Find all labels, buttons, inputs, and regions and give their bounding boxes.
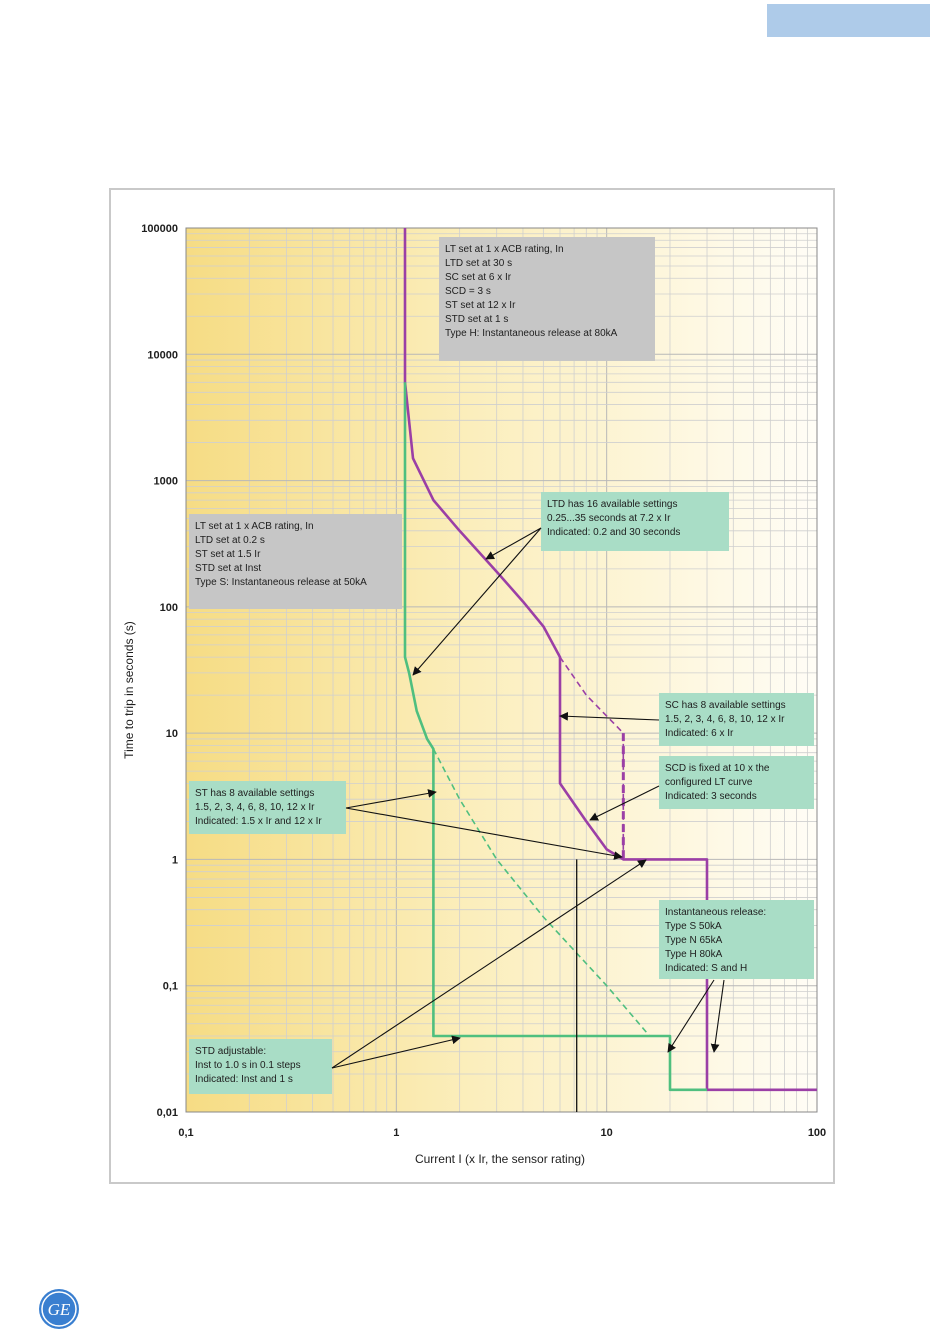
annotation-line: Indicated: 1.5 x Ir and 12 x Ir xyxy=(195,816,322,827)
y-tick-label: 100000 xyxy=(141,223,178,235)
annotation-line: LTD has 16 available settings xyxy=(547,499,678,510)
annotation-line: Type N 65kA xyxy=(665,935,723,946)
ge-logo xyxy=(38,1288,80,1330)
annotation-line: Type H 80kA xyxy=(665,949,723,960)
x-tick-label: 100 xyxy=(807,1127,827,1139)
annotation-line: STD adjustable: xyxy=(195,1046,267,1057)
annotation-line: Type H: Instantaneous release at 80kA xyxy=(445,328,618,339)
annotation-line: Indicated: 0.2 and 30 seconds xyxy=(547,527,681,538)
y-tick-label: 1 xyxy=(171,854,178,867)
annotation-line: LT set at 1 x ACB rating, In xyxy=(195,521,314,532)
y-tick-label: 10000 xyxy=(147,349,178,362)
annotation-box-1 xyxy=(189,514,402,609)
annotation-line: Indicated: S and H xyxy=(665,963,748,974)
annotation-line: 1.5, 2, 3, 4, 6, 8, 10, 12 x Ir xyxy=(665,714,785,725)
y-tick-label: 0,1 xyxy=(162,980,178,993)
annotation-line: SC has 8 available settings xyxy=(665,700,786,711)
annotation-line: SCD is fixed at 10 x the xyxy=(665,763,770,774)
annotation-line: STD set at Inst xyxy=(195,563,262,574)
annotation-box-6 xyxy=(659,900,814,979)
annotation-line: 0.25...35 seconds at 7.2 x Ir xyxy=(547,513,671,524)
x-tick-label: 1 xyxy=(393,1127,400,1139)
annotation-box-7 xyxy=(189,1039,332,1094)
annotation-line: Instantaneous release: xyxy=(665,907,767,918)
annotation-line: LTD set at 30 s xyxy=(445,258,513,269)
annotation-box-0 xyxy=(439,237,655,361)
annotation-line: Indicated: 6 x Ir xyxy=(665,728,734,739)
annotation-box-3 xyxy=(659,693,814,746)
annotation-line: LT set at 1 x ACB rating, In xyxy=(445,244,564,255)
x-tick-label: 0,1 xyxy=(178,1127,194,1139)
annotation-line: 1.5, 2, 3, 4, 6, 8, 10, 12 x Ir xyxy=(195,802,315,813)
ge-logo-text: GE xyxy=(47,1300,71,1319)
annotation-line: ST set at 12 x Ir xyxy=(445,300,516,311)
annotation-line: Indicated: Inst and 1 s xyxy=(195,1074,293,1085)
annotation-line: SC set at 6 x Ir xyxy=(445,272,512,283)
annotation-line: Inst to 1.0 s in 0.1 steps xyxy=(195,1060,301,1071)
annotation-box-5 xyxy=(189,781,346,834)
y-tick-label: 10 xyxy=(165,728,178,741)
annotation-box-bg xyxy=(439,237,655,361)
annotation-box-2 xyxy=(541,492,729,551)
annotation-line: ST has 8 available settings xyxy=(195,788,315,799)
annotation-line: LTD set at 0.2 s xyxy=(195,535,265,546)
x-tick-label: 10 xyxy=(600,1127,613,1139)
y-tick-label: 1000 xyxy=(153,475,178,488)
annotation-line: SCD = 3 s xyxy=(445,286,491,297)
annotation-line: Type S 50kA xyxy=(665,921,722,932)
y-tick-label: 0,01 xyxy=(156,1107,178,1119)
annotation-line: configured LT curve xyxy=(665,777,753,788)
annotation-line: STD set at 1 s xyxy=(445,314,509,325)
annotation-line: ST set at 1.5 Ir xyxy=(195,549,261,560)
y-axis-label: Time to trip in seconds (s) xyxy=(122,621,136,759)
annotation-box-4 xyxy=(659,756,814,809)
x-axis-label: Current I (x Ir, the sensor rating) xyxy=(414,1152,586,1166)
annotation-line: Indicated: 3 seconds xyxy=(665,791,757,802)
y-tick-label: 100 xyxy=(159,601,178,614)
annotation-line: Type S: Instantaneous release at 50kA xyxy=(195,577,367,588)
